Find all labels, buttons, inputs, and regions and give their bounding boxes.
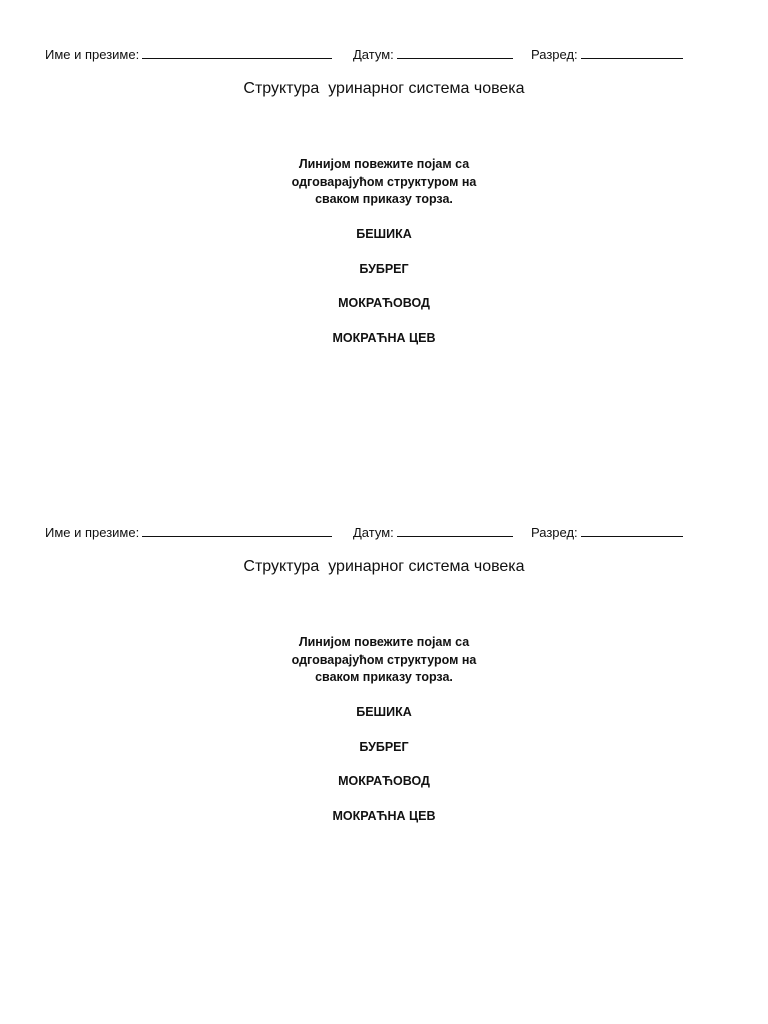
header-fields bbox=[45, 46, 725, 66]
name-label: Име и презиме: bbox=[45, 47, 140, 62]
worksheet-top bbox=[0, 0, 768, 478]
header-fields bbox=[45, 524, 725, 544]
name-blank-line[interactable] bbox=[142, 524, 332, 537]
class-field bbox=[531, 46, 683, 62]
date-blank-line[interactable] bbox=[397, 524, 513, 537]
name-field bbox=[45, 524, 332, 540]
term-kidney: БУБРЕГ bbox=[359, 262, 409, 276]
worksheet-bottom bbox=[0, 478, 768, 956]
date-field bbox=[353, 46, 513, 62]
instruction-text: Линијом повежите појам са одговарајућом структуром на сваком приказу торза. bbox=[291, 635, 477, 684]
date-label: Датум: bbox=[353, 525, 394, 540]
date-label: Датум: bbox=[353, 47, 394, 62]
name-label: Име и презиме: bbox=[45, 525, 140, 540]
term-urethra: МОКРАЋНА ЦЕВ bbox=[332, 331, 436, 345]
worksheet-title: Структура уринарног система човека bbox=[243, 558, 525, 575]
term-ureter: МОКРАЋОВОД bbox=[338, 296, 430, 310]
term-bladder: БЕШИКА bbox=[356, 705, 412, 719]
date-field bbox=[353, 524, 513, 540]
instruction-text: Линијом повежите појам са одговарајућом структуром на сваком приказу торза. bbox=[291, 157, 477, 206]
term-bladder: БЕШИКА bbox=[356, 227, 412, 241]
date-blank-line[interactable] bbox=[397, 46, 513, 59]
class-label: Разред: bbox=[531, 525, 578, 540]
name-blank-line[interactable] bbox=[142, 46, 332, 59]
class-blank-line[interactable] bbox=[581, 524, 683, 537]
class-field bbox=[531, 524, 683, 540]
term-ureter: МОКРАЋОВОД bbox=[338, 774, 430, 788]
worksheet-title: Структура уринарног система човека bbox=[243, 80, 525, 97]
name-field bbox=[45, 46, 332, 62]
term-kidney: БУБРЕГ bbox=[359, 740, 409, 754]
class-blank-line[interactable] bbox=[581, 46, 683, 59]
term-urethra: МОКРАЋНА ЦЕВ bbox=[332, 809, 436, 823]
class-label: Разред: bbox=[531, 47, 578, 62]
